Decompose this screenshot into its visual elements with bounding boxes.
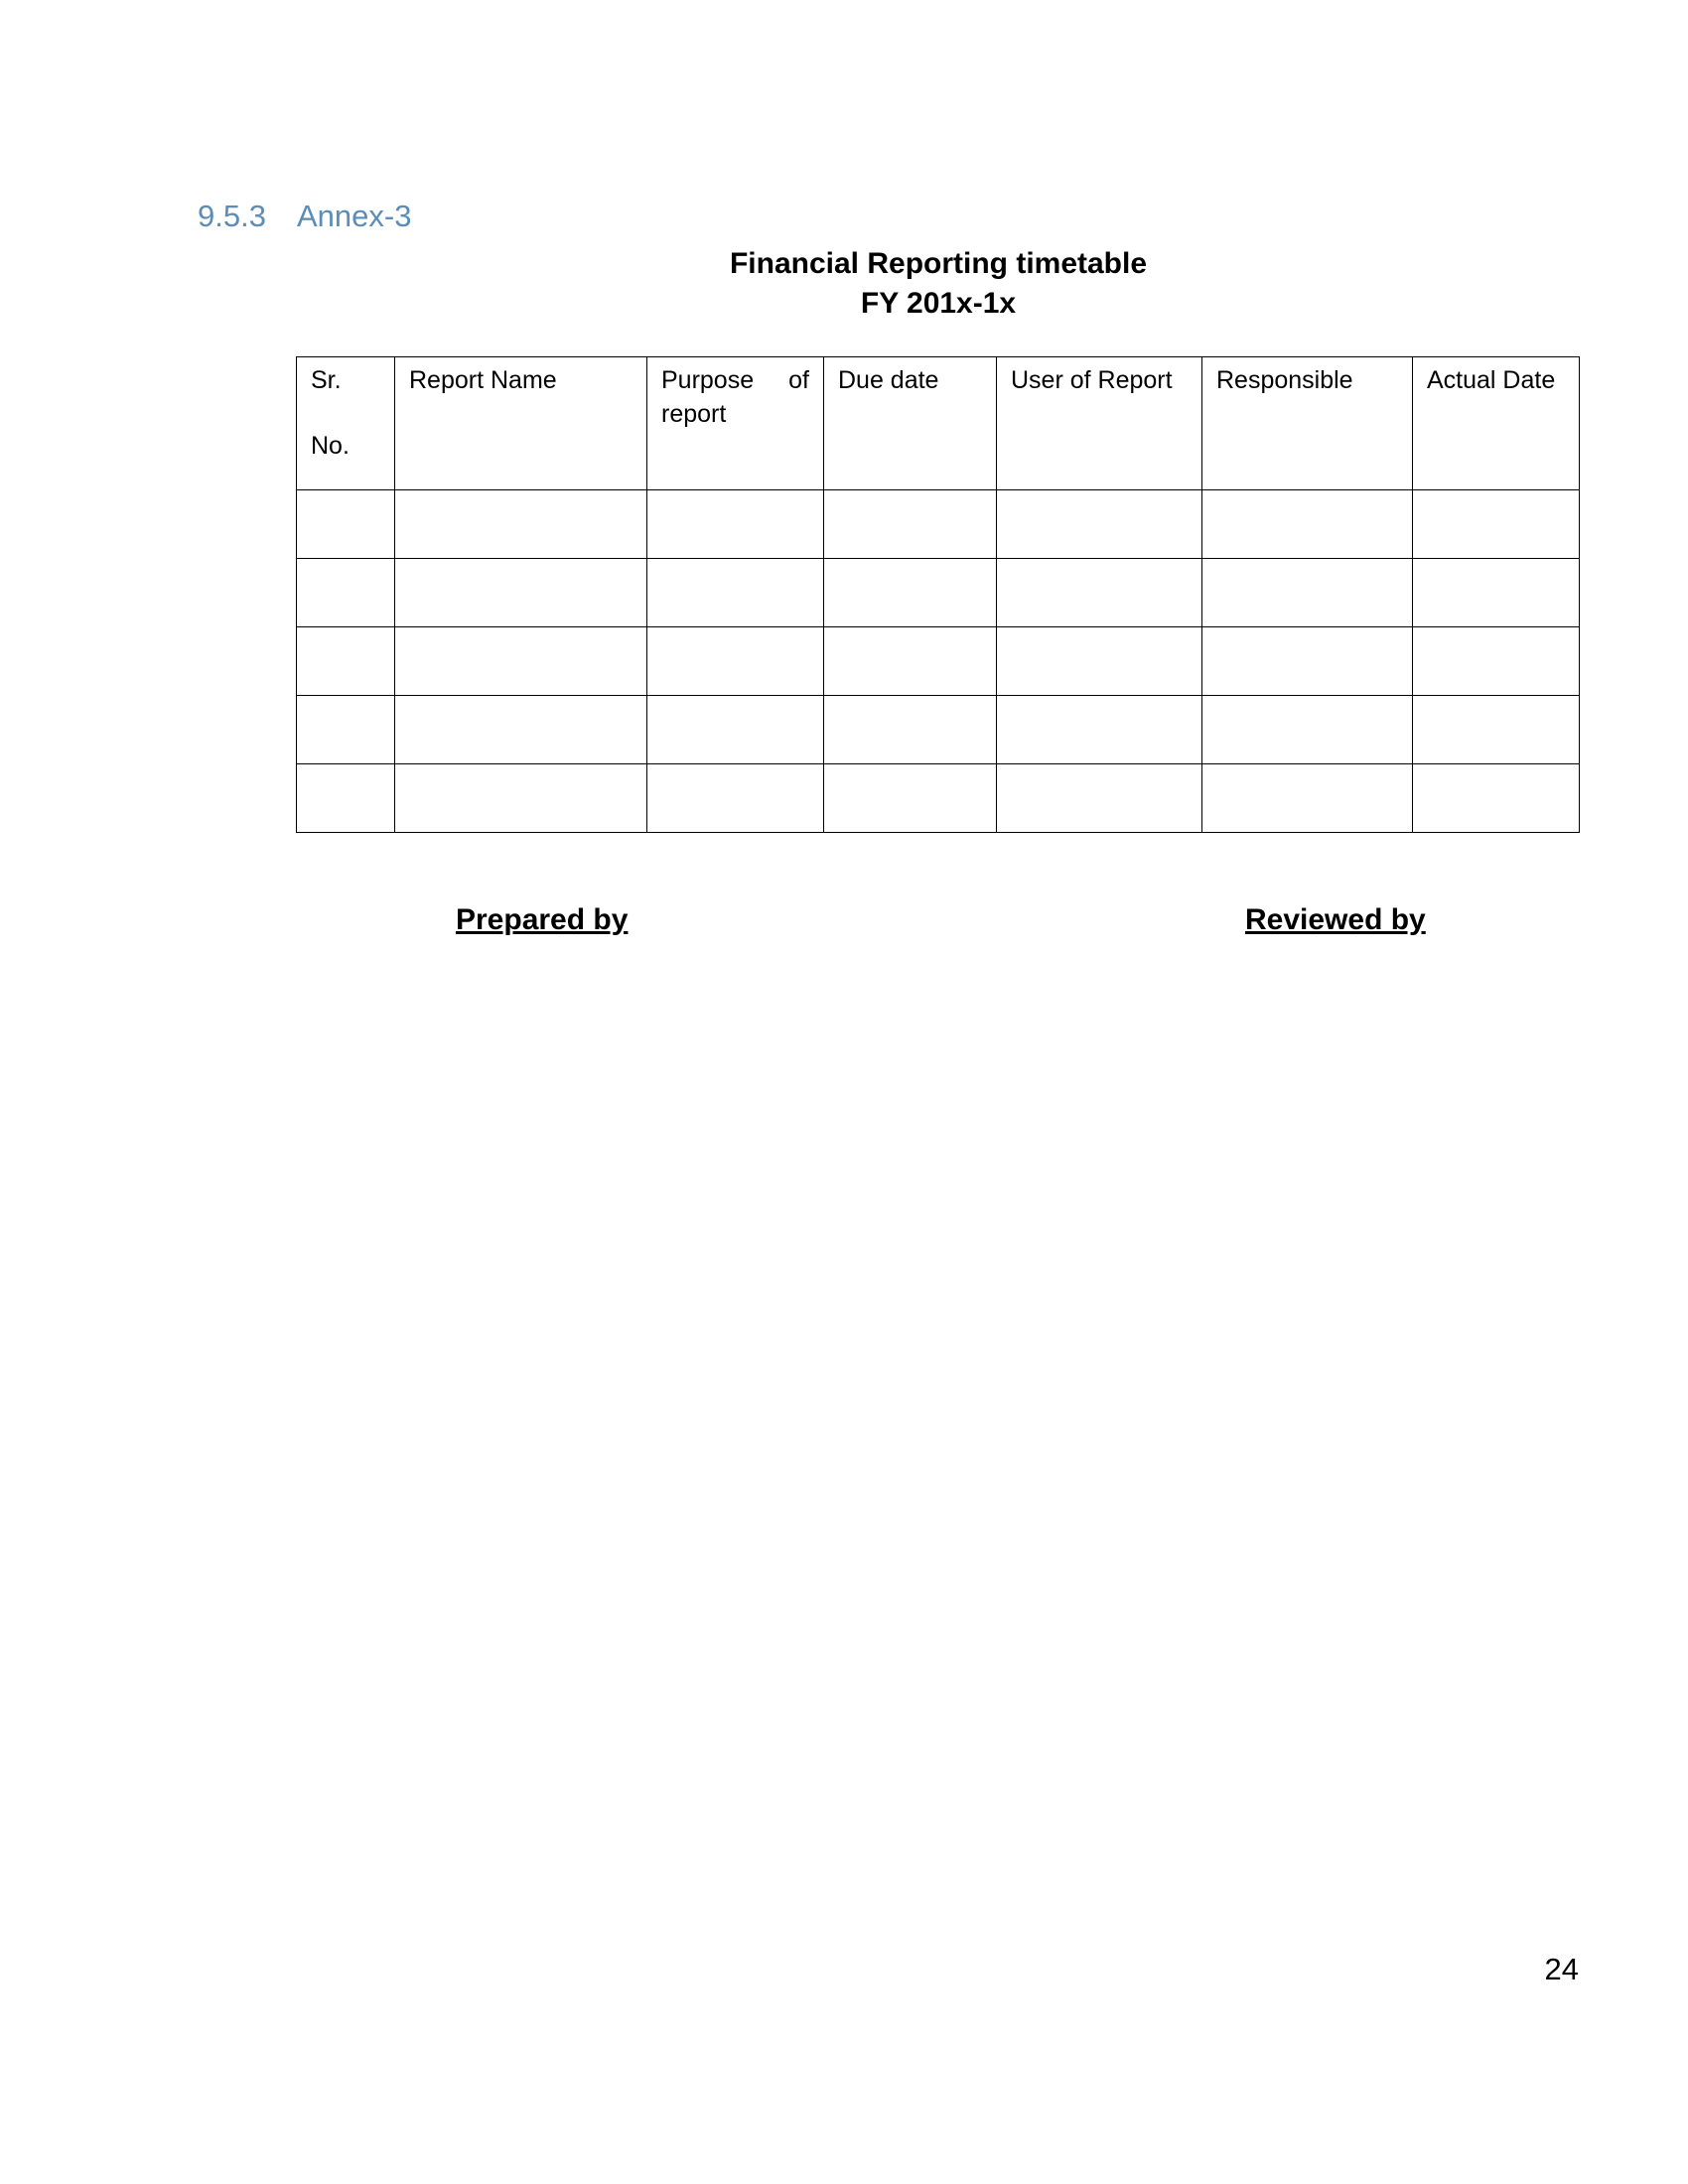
table-cell[interactable] [1202, 764, 1413, 833]
reviewed-by-label: Reviewed by [1245, 903, 1426, 936]
table-cell[interactable] [824, 764, 997, 833]
table-body [297, 490, 1580, 833]
header-report-name: Report Name [395, 357, 647, 490]
table-cell[interactable] [297, 627, 395, 696]
header-actual-date: Actual Date [1413, 357, 1580, 490]
table-row [297, 627, 1580, 696]
table-cell[interactable] [997, 490, 1202, 559]
header-user-of-report: User of Report [997, 357, 1202, 490]
prepared-by-label: Prepared by [456, 903, 629, 936]
table-cell[interactable] [997, 627, 1202, 696]
table-cell[interactable] [395, 696, 647, 764]
table-cell[interactable] [997, 764, 1202, 833]
table-row [297, 764, 1580, 833]
table-cell[interactable] [824, 696, 997, 764]
header-purpose-of-report [647, 357, 824, 490]
table-cell[interactable] [1413, 490, 1580, 559]
header-due-date: Due date [824, 357, 997, 490]
table-cell[interactable] [647, 696, 824, 764]
financial-reporting-table [296, 356, 1580, 833]
table-cell[interactable] [1413, 696, 1580, 764]
table-row [297, 559, 1580, 627]
table-cell[interactable] [647, 559, 824, 627]
table-row [297, 490, 1580, 559]
page-number: 24 [1544, 1952, 1579, 1986]
table-cell[interactable] [297, 696, 395, 764]
table-row [297, 696, 1580, 764]
section-heading [198, 199, 411, 234]
table-cell[interactable] [297, 559, 395, 627]
header-sr-line1: Sr. [311, 366, 342, 394]
table-cell[interactable] [647, 490, 824, 559]
table-cell[interactable] [1413, 627, 1580, 696]
table-cell[interactable] [647, 764, 824, 833]
header-purpose-word1: Purpose [661, 366, 755, 394]
table-cell[interactable] [997, 559, 1202, 627]
section-title: Annex-3 [297, 199, 412, 233]
header-purpose-word2: of [788, 366, 809, 394]
table-cell[interactable] [395, 627, 647, 696]
table-cell[interactable] [997, 696, 1202, 764]
table-cell[interactable] [824, 490, 997, 559]
table-header-row [297, 357, 1580, 490]
header-sr-line2: No. [311, 432, 350, 460]
table-cell[interactable] [1413, 764, 1580, 833]
table-cell[interactable] [1413, 559, 1580, 627]
section-number: 9.5.3 [198, 199, 266, 233]
table-cell[interactable] [824, 559, 997, 627]
table-cell[interactable] [824, 627, 997, 696]
table-cell[interactable] [297, 764, 395, 833]
header-purpose-line2: report [661, 400, 727, 428]
header-sr-no [297, 357, 395, 490]
table-cell[interactable] [647, 627, 824, 696]
table-cell[interactable] [1202, 627, 1413, 696]
table-cell[interactable] [1202, 490, 1413, 559]
table-cell[interactable] [1202, 559, 1413, 627]
document-subtitle: FY 201x-1x [860, 287, 1017, 320]
table-cell[interactable] [395, 764, 647, 833]
table-cell[interactable] [297, 490, 395, 559]
document-title: Financial Reporting timetable [729, 247, 1148, 280]
table-cell[interactable] [1202, 696, 1413, 764]
header-responsible: Responsible [1202, 357, 1413, 490]
table-cell[interactable] [395, 559, 647, 627]
table-cell[interactable] [395, 490, 647, 559]
